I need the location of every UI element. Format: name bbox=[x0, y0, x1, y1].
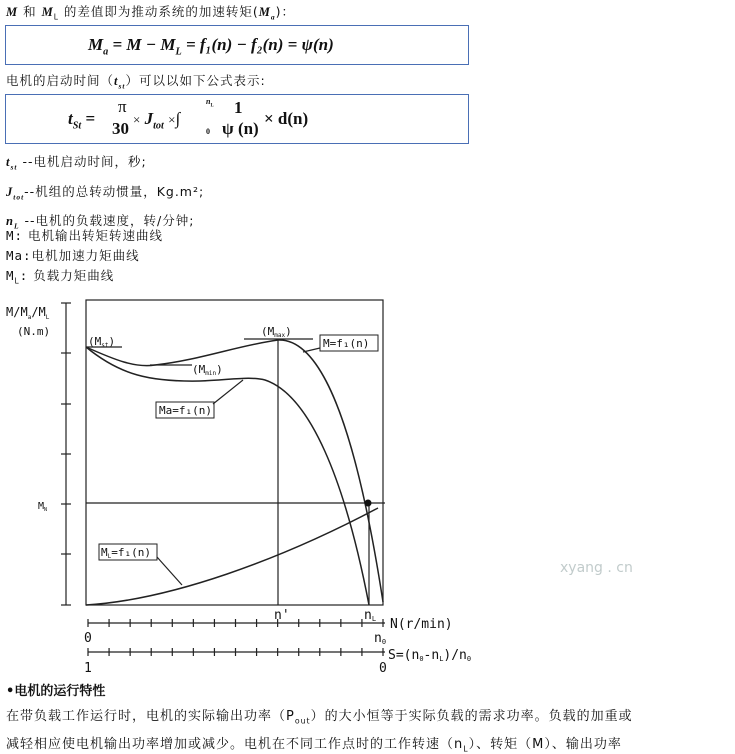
paragraph-line-2 bbox=[6, 733, 622, 754]
s: M bbox=[6, 268, 15, 283]
curve-ma-label: Ma=f₁(n) bbox=[159, 404, 212, 417]
s: J bbox=[6, 184, 14, 199]
f: ∫ bbox=[175, 109, 181, 128]
s: L bbox=[13, 221, 20, 231]
tail: × d(n) bbox=[264, 109, 309, 128]
s: n bbox=[6, 214, 14, 228]
f: t bbox=[68, 109, 73, 128]
bullet-icon: • bbox=[6, 684, 15, 699]
f: L bbox=[210, 103, 214, 109]
mmin-label: (Mmin) bbox=[192, 363, 223, 377]
curve-ml-label: ML=f₁(n) bbox=[101, 546, 151, 560]
pi: π bbox=[118, 97, 127, 116]
formula-accel-torque bbox=[88, 35, 334, 57]
t: out bbox=[294, 716, 311, 726]
t: L bbox=[463, 744, 469, 754]
section-title: 电机的运行特性 bbox=[14, 684, 106, 699]
frac-den: ψ (n) bbox=[222, 119, 259, 138]
legend-line bbox=[6, 226, 163, 246]
formula-box-2 bbox=[5, 94, 469, 144]
nl-label: nL bbox=[364, 608, 377, 623]
s-zero-label: 0 bbox=[379, 661, 387, 676]
legend-lines bbox=[6, 226, 163, 292]
f: a bbox=[103, 46, 109, 58]
f: × bbox=[168, 112, 176, 127]
mn-label: $M_N$ bbox=[38, 501, 48, 513]
curve-ma bbox=[86, 347, 369, 605]
t: 减轻相应使电机输出功率增加或减少。电机在不同工作点时的工作转速（n bbox=[6, 737, 464, 752]
sub: st bbox=[118, 81, 126, 91]
sub: a bbox=[270, 12, 276, 22]
n-axis-label: N(r/min) bbox=[390, 617, 453, 632]
f: = bbox=[85, 109, 96, 128]
legend-line bbox=[6, 246, 163, 266]
t: 负载力矩曲线 bbox=[28, 268, 115, 283]
lower: 0 bbox=[206, 127, 210, 136]
s: M: bbox=[6, 228, 24, 243]
symbol-ml: M bbox=[41, 5, 54, 19]
f: M bbox=[88, 35, 104, 54]
sub: L bbox=[53, 12, 59, 22]
curve-m-label: M=f₁(n) bbox=[323, 337, 370, 350]
definition bbox=[6, 150, 204, 180]
text: )： bbox=[275, 4, 296, 19]
t: ）、转矩（M）、输出功率 bbox=[468, 737, 622, 752]
f: L bbox=[175, 46, 182, 58]
n-prime-label: n' bbox=[274, 608, 290, 623]
startup-line bbox=[6, 71, 266, 91]
upper bbox=[206, 97, 214, 109]
intro-line bbox=[6, 2, 295, 22]
f: × bbox=[133, 112, 141, 127]
section-heading bbox=[6, 680, 105, 699]
s: st bbox=[10, 162, 18, 172]
t: --电机启动时间，秒; bbox=[17, 154, 147, 169]
text: 和 bbox=[23, 4, 37, 19]
text: ）可以以如下公式表示: bbox=[125, 73, 266, 88]
t: --电机的负载速度，转/分钟; bbox=[19, 213, 195, 228]
f: = f₁(n) − f₂(n) = ψ(n) bbox=[185, 35, 334, 54]
t: ）的大小恒等于实际负载的需求功率。负载的加重或 bbox=[310, 709, 633, 724]
f: St bbox=[72, 120, 82, 132]
s: tot bbox=[13, 192, 25, 201]
definition bbox=[6, 180, 204, 210]
f: n bbox=[206, 97, 211, 106]
watermark: xyang . cn bbox=[560, 560, 633, 576]
t: 电机输出转矩转速曲线 bbox=[23, 228, 164, 243]
operating-point bbox=[365, 500, 372, 507]
mmax-label: (Mmax) bbox=[261, 325, 292, 339]
y-axis-label: $M/M_a/M_L$ bbox=[6, 305, 50, 321]
y-unit: (N.m) bbox=[17, 325, 51, 338]
n-zero-label: 0 bbox=[84, 631, 92, 646]
t: 电机加速力矩曲线 bbox=[31, 248, 140, 263]
n0-label: n0 bbox=[374, 631, 387, 646]
legend-line bbox=[6, 266, 163, 292]
f: J bbox=[144, 109, 154, 128]
s: t bbox=[6, 155, 11, 169]
m-leader bbox=[303, 348, 320, 352]
f: tot bbox=[153, 120, 164, 132]
formula-startup-time bbox=[68, 109, 95, 131]
t: 在带负载工作运行时，电机的实际输出功率（P bbox=[6, 709, 295, 724]
s-one-label: 1 bbox=[84, 661, 92, 676]
torque-speed-diagram bbox=[0, 290, 735, 680]
t: --机组的总转动惯量，Kg.m²; bbox=[24, 183, 205, 199]
symbol-t: t bbox=[114, 74, 119, 88]
symbol-ma: M bbox=[258, 5, 271, 19]
s: L bbox=[14, 276, 20, 286]
mst-label: (Mst) bbox=[88, 335, 116, 349]
thirty: 30 bbox=[112, 119, 129, 138]
s: : bbox=[19, 268, 29, 283]
formula-mid bbox=[133, 109, 180, 131]
axis-ticks bbox=[88, 619, 383, 656]
formula-box-1 bbox=[5, 25, 469, 65]
f: = M − M bbox=[112, 35, 176, 54]
text: 的差值即为推动系统的加速转矩( bbox=[63, 4, 259, 19]
s: Ma: bbox=[6, 248, 32, 263]
ml-leader bbox=[157, 557, 182, 585]
paragraph-line-1 bbox=[6, 705, 633, 726]
s-axis-label: S=(n0-nL)/n0 bbox=[388, 648, 472, 663]
ma-leader bbox=[213, 380, 243, 404]
text: 电机的启动时间（ bbox=[6, 73, 115, 88]
frac-num: 1 bbox=[234, 98, 243, 117]
symbol-m: M bbox=[6, 5, 19, 19]
